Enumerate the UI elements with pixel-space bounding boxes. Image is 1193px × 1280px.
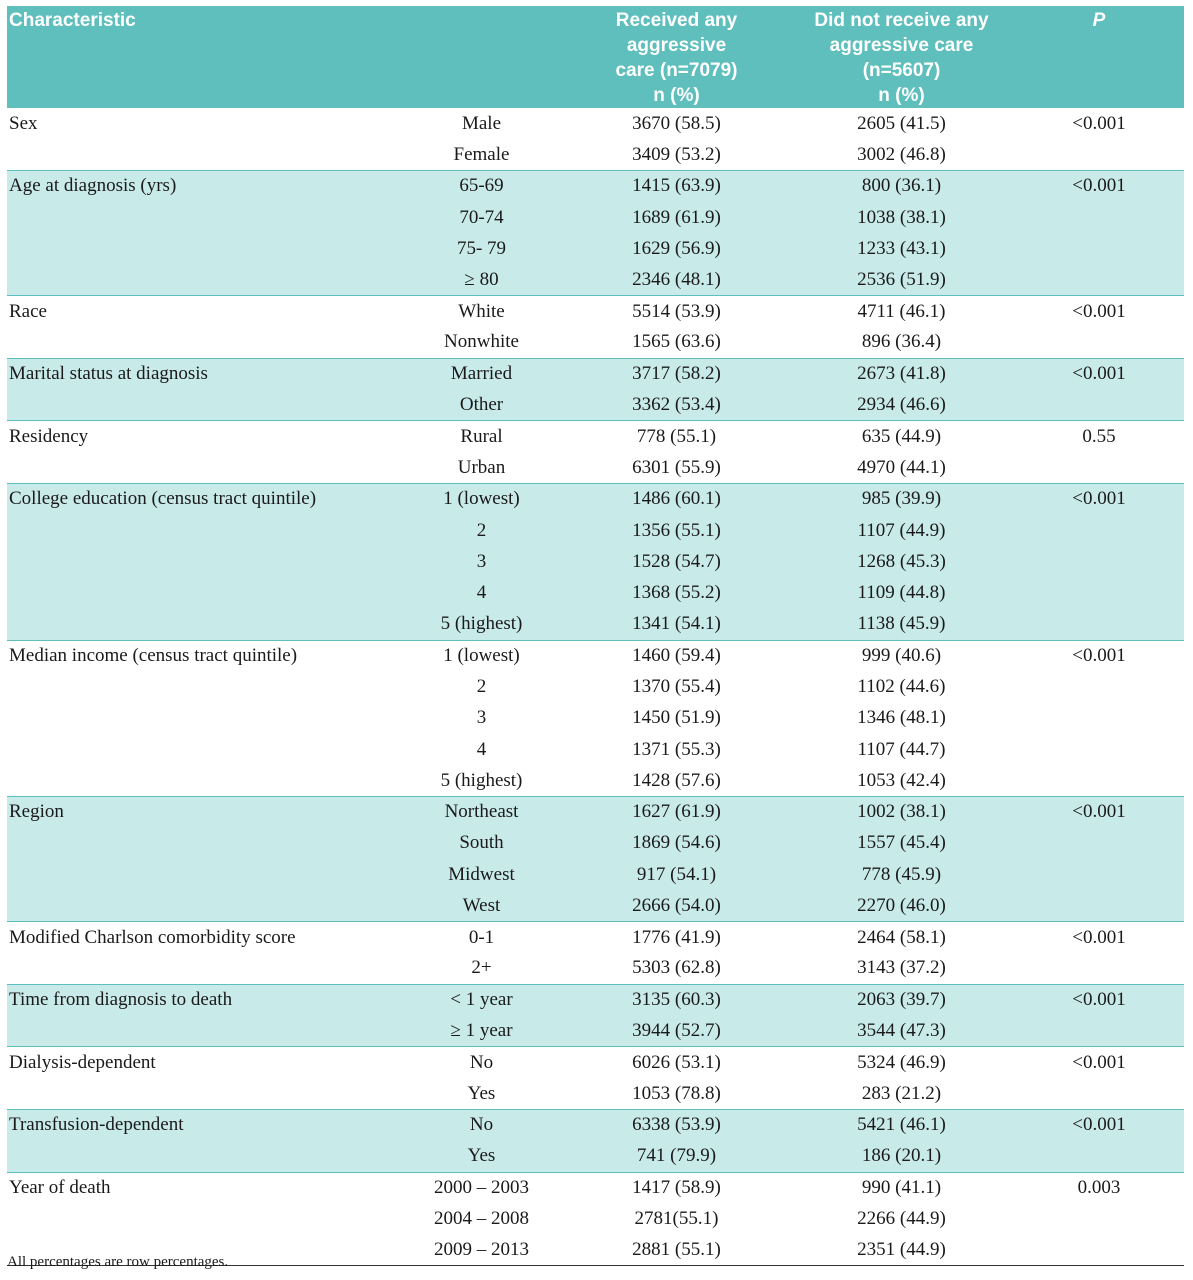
received-cell: 1528 (54.7) [564,546,789,577]
table-row [7,515,1184,546]
characteristic-cell [7,703,399,734]
category-cell: 2 [399,515,564,546]
received-cell: 1053 (78.8) [632,1082,721,1104]
not-received-cell: 1107 (44.7) [857,738,946,760]
p-value-cell [1014,859,1184,890]
category-cell: 70-74 [399,202,564,233]
received-cell: 2881 (55.1) [564,1235,789,1266]
received-cell: 1627 (61.9) [564,797,789,828]
category-cell: 5 (highest) [399,609,564,640]
header-p-value [1014,6,1184,108]
not-received-cell: 1053 (42.4) [857,769,946,791]
received-cell: 2781(55.1) [634,1208,719,1230]
category-cell: 0-1 [399,922,564,953]
characteristic-cell [7,202,399,233]
table-row [7,1172,1184,1203]
characteristic-cell [7,828,399,859]
category-cell: Female [453,143,510,165]
p-value-cell: <0.001 [1014,1110,1184,1141]
table-row [7,609,1184,640]
p-value-cell [1014,703,1184,734]
received-cell: 917 (54.1) [564,859,789,890]
table-row [7,484,1184,515]
table-row [7,139,1184,170]
received-cell: 741 (79.9) [564,1141,789,1172]
header-characteristic [7,6,399,108]
category-cell: West [399,890,564,921]
characteristic-cell [7,327,399,358]
category-cell: White [399,296,564,327]
table-row [7,828,1184,859]
table-header [7,6,1184,108]
category-cell: 4 [476,738,487,760]
p-value-cell [1014,139,1184,170]
not-received-cell: 2934 (46.6) [789,390,1014,421]
received-cell: 1417 (58.9) [564,1172,789,1203]
table-row [7,765,1184,796]
p-value-cell [1014,1203,1184,1234]
not-received-cell: 896 (36.4) [861,331,942,353]
received-cell: 3670 (58.5) [632,112,721,134]
category-cell: Nonwhite [444,331,519,353]
received-cell: 1460 (59.4) [564,640,789,671]
p-value-cell: <0.001 [1014,296,1184,327]
received-cell: 1371 (55.3) [632,738,721,760]
table-row [7,859,1184,890]
not-received-cell: 800 (36.1) [789,171,1014,202]
characteristic-cell: Region [7,797,399,828]
not-received-cell: 1557 (45.4) [789,828,1014,859]
p-value-cell [1014,828,1184,859]
category-cell: Urban [457,456,506,478]
table-row [7,1078,1184,1109]
characteristic-cell: College education (census tract quintile) [7,484,399,515]
category-cell: 2004 – 2008 [434,1208,529,1230]
category-cell: Midwest [399,859,564,890]
category-cell: Yes [399,1141,564,1172]
characteristic-cell: Age at diagnosis (yrs) [7,171,399,202]
table-row [7,171,1184,202]
table-row [7,421,1184,452]
table-row [7,233,1184,264]
characteristic-cell [7,734,399,765]
received-cell: 1689 (61.9) [564,202,789,233]
not-received-cell: 2464 (58.1) [789,922,1014,953]
table-row [7,264,1184,295]
characteristic-cell [7,1016,399,1047]
not-received-cell: 3143 (37.2) [857,957,946,979]
received-cell: 6026 (53.1) [564,1047,789,1078]
p-value-cell: <0.001 [1072,112,1126,134]
header-not-received-line3: n (%) [878,85,925,106]
characteristic-cell [7,671,399,702]
header-not-received-line1: Did not receive any [814,10,989,31]
received-cell: 1486 (60.1) [564,484,789,515]
characteristic-cell [7,390,399,421]
not-received-cell: 5421 (46.1) [789,1110,1014,1141]
table-row [7,108,1184,139]
characteristic-cell [7,1078,399,1109]
table-row [7,671,1184,702]
received-cell: 5514 (53.9) [564,296,789,327]
table-row [7,296,1184,327]
received-cell: 5303 (62.8) [632,957,721,979]
category-cell: 5 (highest) [440,769,523,791]
table-row [7,577,1184,608]
header-category [399,6,564,108]
p-value-cell [1014,515,1184,546]
not-received-cell: 990 (41.1) [789,1172,1014,1203]
characteristic-cell: Year of death [7,1172,399,1203]
category-cell: 3 [399,546,564,577]
not-received-cell: 1268 (45.3) [789,546,1014,577]
p-value-cell: <0.001 [1014,484,1184,515]
received-cell: 1415 (63.9) [564,171,789,202]
p-value-cell [1014,765,1184,796]
table-row [7,327,1184,358]
characteristic-cell [7,609,399,640]
p-value-cell [1014,734,1184,765]
p-value-cell [1014,953,1184,984]
not-received-cell: 2351 (44.9) [789,1235,1014,1266]
category-cell: 2009 – 2013 [399,1235,564,1266]
p-value-cell [1014,233,1184,264]
category-cell: Northeast [399,797,564,828]
p-value-cell: 0.55 [1014,421,1184,452]
not-received-cell: 1107 (44.9) [789,515,1014,546]
p-value-cell: <0.001 [1014,922,1184,953]
category-cell: 65-69 [399,171,564,202]
received-cell: 1370 (55.4) [632,675,721,697]
category-cell: Male [461,112,502,134]
not-received-cell: 4711 (46.1) [789,296,1014,327]
not-received-cell: 5324 (46.9) [789,1047,1014,1078]
category-cell: ≥ 1 year [399,1016,564,1047]
category-cell: Married [399,358,564,389]
characteristic-cell: Median income (census tract quintile) [7,640,399,671]
not-received-cell: 999 (40.6) [789,640,1014,671]
category-cell: 2+ [471,957,492,979]
p-value-cell [1014,546,1184,577]
p-value-cell [1014,202,1184,233]
not-received-cell: 3002 (46.8) [857,143,946,165]
table-row [7,358,1184,389]
not-received-cell: 635 (44.9) [789,421,1014,452]
received-cell: 2346 (48.1) [564,264,789,295]
not-received-cell: 2266 (44.9) [857,1208,946,1230]
p-value-cell [1014,609,1184,640]
table-row [7,1110,1184,1141]
p-value-cell: 0.003 [1014,1172,1184,1203]
characteristics-table [7,6,1184,1266]
characteristic-cell [7,765,399,796]
not-received-cell: 985 (39.9) [789,484,1014,515]
table-row [7,390,1184,421]
p-value-cell: <0.001 [1014,358,1184,389]
received-cell: 6338 (53.9) [564,1110,789,1141]
p-value-cell [1014,1016,1184,1047]
category-cell: 75- 79 [399,233,564,264]
category-cell: No [399,1110,564,1141]
category-cell: Yes [467,1082,496,1104]
not-received-cell: 2673 (41.8) [789,358,1014,389]
category-cell: 1 (lowest) [399,640,564,671]
not-received-cell: 1038 (38.1) [789,202,1014,233]
header-received-line1: Received any aggressive [615,10,738,56]
not-received-cell: 1138 (45.9) [789,609,1014,640]
characteristic-cell [7,953,399,984]
table-row [7,984,1184,1015]
p-value-cell [1014,1078,1184,1109]
category-cell: 2 [476,675,487,697]
received-cell: 3944 (52.7) [564,1016,789,1047]
characteristic-cell: Modified Charlson comorbidity score [7,922,399,953]
table-row [7,734,1184,765]
characteristic-cell [7,890,399,921]
characteristic-cell [7,1203,399,1234]
characteristic-cell: Transfusion-dependent [7,1110,399,1141]
header-p-label: P [1092,10,1106,31]
characteristic-cell [7,515,399,546]
not-received-cell: 2536 (51.9) [789,264,1014,295]
p-value-cell [1014,327,1184,358]
p-value-cell [1014,671,1184,702]
received-cell: 1869 (54.6) [564,828,789,859]
p-value-cell: <0.001 [1014,797,1184,828]
table-row [7,797,1184,828]
category-cell: < 1 year [399,984,564,1015]
received-cell: 1428 (57.6) [632,769,721,791]
category-cell: South [399,828,564,859]
header-not-received [789,6,1014,108]
category-cell: 1 (lowest) [399,484,564,515]
table-body [7,108,1184,1266]
characteristic-cell [7,577,399,608]
header-received [564,6,789,108]
header-received-line2: care (n=7079) [615,60,738,81]
characteristic-cell [7,452,399,483]
header-not-received-line2: aggressive care (n=5607) [829,35,974,81]
table-row [7,953,1184,984]
not-received-cell: 4970 (44.1) [857,456,946,478]
table-row [7,202,1184,233]
p-value-cell [1014,390,1184,421]
category-cell: 3 [476,707,487,729]
not-received-cell: 2063 (39.7) [789,984,1014,1015]
table-row [7,640,1184,671]
p-value-cell: <0.001 [1014,1047,1184,1078]
not-received-cell: 2605 (41.5) [857,112,946,134]
p-value-cell [1014,577,1184,608]
p-value-cell: <0.001 [1014,984,1184,1015]
table-row [7,546,1184,577]
p-value-cell [1014,1141,1184,1172]
table-row [7,1141,1184,1172]
not-received-cell: 1233 (43.1) [789,233,1014,264]
characteristic-cell [7,546,399,577]
characteristic-cell [7,859,399,890]
table-row [7,1047,1184,1078]
not-received-cell: 2270 (46.0) [789,890,1014,921]
header-received-line3: n (%) [653,85,700,106]
category-cell: Other [399,390,564,421]
received-cell: 2666 (54.0) [564,890,789,921]
characteristic-cell [7,264,399,295]
table-footnote: All percentages are row percentages. [7,1254,229,1270]
table-row [7,703,1184,734]
received-cell: 1565 (63.6) [632,331,721,353]
received-cell: 3409 (53.2) [632,143,721,165]
received-cell: 3717 (58.2) [564,358,789,389]
category-cell: Rural [399,421,564,452]
category-cell: No [399,1047,564,1078]
characteristic-cell [7,233,399,264]
not-received-cell: 778 (45.9) [789,859,1014,890]
p-value-cell [1014,452,1184,483]
characteristic-cell [7,1141,399,1172]
not-received-cell: 283 (21.2) [861,1082,942,1104]
characteristic-cell: Marital status at diagnosis [7,358,399,389]
received-cell: 3362 (53.4) [564,390,789,421]
not-received-cell: 186 (20.1) [789,1141,1014,1172]
not-received-cell: 1002 (38.1) [789,797,1014,828]
received-cell: 1629 (56.9) [564,233,789,264]
table-row [7,922,1184,953]
received-cell: 1368 (55.2) [564,577,789,608]
category-cell: ≥ 80 [399,264,564,295]
p-value-cell: <0.001 [1014,171,1184,202]
characteristic-cell: Residency [7,421,399,452]
p-value-cell: <0.001 [1014,640,1184,671]
received-cell: 3135 (60.3) [564,984,789,1015]
table-row [7,1016,1184,1047]
not-received-cell: 1346 (48.1) [857,707,946,729]
characteristic-cell: Race [7,296,399,327]
not-received-cell: 3544 (47.3) [789,1016,1014,1047]
p-value-cell [1014,1235,1184,1266]
received-cell: 1341 (54.1) [564,609,789,640]
header-characteristic-label: Characteristic [9,10,136,31]
table-row [7,452,1184,483]
p-value-cell [1014,264,1184,295]
p-value-cell [1014,890,1184,921]
characteristic-cell: Time from diagnosis to death [7,984,399,1015]
received-cell: 1356 (55.1) [564,515,789,546]
category-cell: 2000 – 2003 [399,1172,564,1203]
characteristic-cell: Sex [9,112,38,134]
not-received-cell: 1102 (44.6) [857,675,946,697]
characteristic-cell [7,139,399,170]
characteristic-cell: Dialysis-dependent [7,1047,399,1078]
received-cell: 1776 (41.9) [564,922,789,953]
table-row [7,890,1184,921]
category-cell: 4 [399,577,564,608]
table-row [7,1203,1184,1234]
received-cell: 778 (55.1) [564,421,789,452]
received-cell: 6301 (55.9) [632,456,721,478]
not-received-cell: 1109 (44.8) [789,577,1014,608]
received-cell: 1450 (51.9) [632,707,721,729]
